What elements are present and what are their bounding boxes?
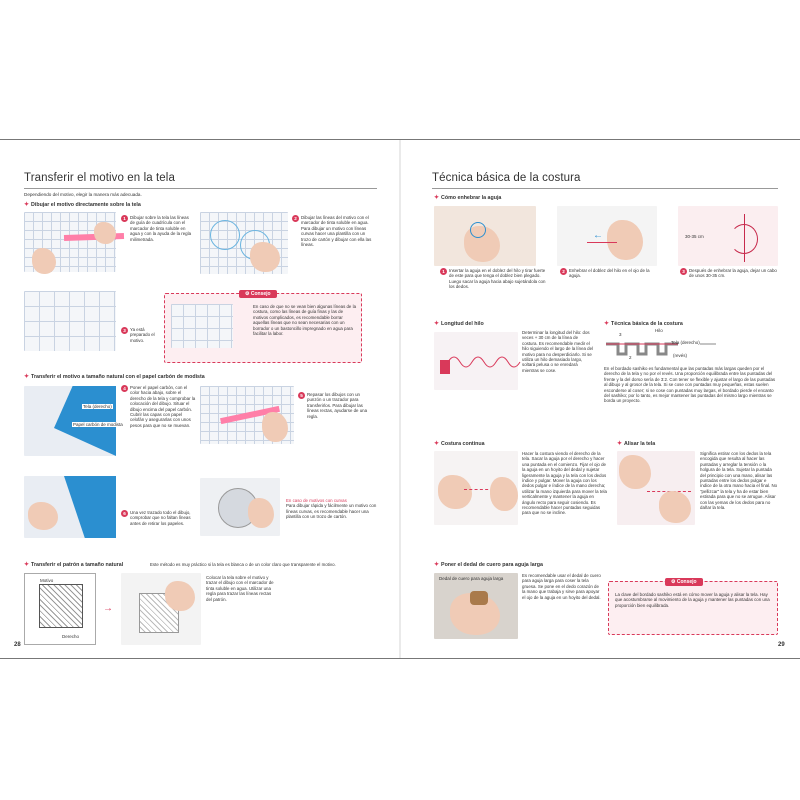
step-number-icon: 3 [121,327,128,334]
right-page-title: Técnica básica de la costura [432,172,581,184]
step-5-text: Repasar los dibujos con un punzón o un trazador para transferirlos. Para dibujar las líneas rectas, ayudarse de una regla. [307,392,368,419]
step-2-text: Dibujar las líneas del motivo con el marcador de tinta soluble en agua. Para dibujar un motivo con líneas curvas hacer una plantilla con un trozo de cartón y dibujar con ella las líneas. [301,215,372,248]
threading-step-1: Insertar la aguja en el doblez del hilo y tirar fuerte de este para que tenga el doblez bien plegado. Luego sacar la aguja hacia abajo sujetándola con los dedos. [449,268,546,290]
label-tela-derecho: Tela (derecho) [671,340,700,345]
threading-step-2: Enhebrar el doblez del hilo en el ojo de la aguja. [569,268,650,279]
circle-motif [210,220,240,250]
tip-text: En caso de que no se vean bien algunas líneas de la costura, como las líneas de guía finas y las de motivos complicados, es recomendable borrar aquellas líneas que no sean necesarias con un borrador o un bastoncillo impregnado en agua para facilitar la labor. [253,304,357,337]
carbon-paper-photo [24,386,123,456]
step-7-text: Colocar la tela sobre el motivo y trazar el dibujo con el marcador de tinta soluble en agua. Utilizar una regla para trazar las líneas rectas del patrón. [206,575,274,602]
page-gutter [399,140,401,658]
section-heading: ✦ Cómo enhebrar la aguja [434,195,502,201]
thread-length-photo [434,332,518,390]
threading-photo-3 [678,206,778,266]
thread [587,242,617,243]
section-heading: ✦ Longitud del hilo [434,321,484,327]
diamond-icon: ✦ [24,562,30,568]
hand [619,455,651,489]
technique-text: En el bordado sashiko es fundamental que las puntadas más largas queden por el derecho de la tela y no por el revés. Una proporción equilibrada entre las puntadas del frente y la del dorso sería de 3:2. Con tener se flexible y ajustar el largo de las puntadas al dibujo y al grosor de la tela. Si se cose con puntadas muy pequeñas, estas suelen esconderse al coser; si se cose con puntadas muy largas, el bordado pierde el encanto del sashiko; por lo tanto, es mejor mantener las puntadas del mismo largo mientras se borda un proyecto. [604,366,776,404]
left-page-title: Transferir el motivo en la tela [24,172,175,184]
grid-drawing-photo [24,212,116,272]
label-2: 2 [629,355,632,360]
section-heading: ✦ Poner el dedal de cuero para aguja larga [434,562,543,568]
step-number-icon: 2 [560,268,567,275]
finished-motif-photo [24,291,116,351]
step-number-icon: 1 [121,215,128,222]
arrow-right-icon: → [103,603,113,614]
tip-tag: ⚙ Consejo [239,290,277,298]
divider [24,188,377,189]
tip-text: La clave del bordado sashiko está en cómo mover la aguja y alisar la tela. Hay que acostumbrarse al movimiento de la aguja y mantener las puntadas con una proporción bien equilibrada. [615,592,770,608]
intro-text: Dependiendo del motivo, elegir la manera más adecuada. [24,192,142,197]
leather-thimble [470,591,488,605]
label-hilo: Hilo [655,328,663,333]
step-number-icon: 1 [440,268,447,275]
tip-tag: ⚙ Consejo [665,578,703,586]
step-number-icon: 3 [680,268,687,275]
eraser-photo [171,304,233,348]
wavy-thread [448,352,516,372]
hand [94,222,116,244]
diamond-icon: ✦ [24,202,30,208]
pattern-motif [39,584,83,628]
label-carbon: Papel carbón de modista [73,422,123,427]
threading-photo-2 [557,206,657,266]
hand [28,502,58,530]
step-4-text: Poner el papel carbón, con el color hacia abajo, sobre el derecho de la tela y comprobar la colocación del dibujo. Situar el dibujo encima del papel carbón. Cubrir las capas con papel celofán y asegurarlas con unos pesos para que no se muevan. [130,385,196,428]
section-heading: ✦ Técnica básica de la costura [604,321,683,327]
diamond-icon: ✦ [434,562,440,568]
step-number-icon: 4 [121,385,128,392]
continuous-stitch-photo [434,451,518,525]
section-heading: ✦ Transferir el motivo a tamaño natural con el papel carbón de modista [24,374,205,380]
step-3-text: Ya está preparado el motivo. [130,327,155,343]
carbon-paper [64,476,116,538]
hand [250,242,280,272]
label-dedal: Dedal de cuero para aguja larga [439,576,504,581]
thread-loop [470,222,486,238]
carbon-paper [54,386,116,456]
pattern-diagram [24,573,96,645]
hand [248,498,274,528]
diamond-icon: ✦ [617,441,623,447]
step-1-text: Dibujar sobre la tela las líneas de guía de cuadrícula con el marcador de tinta soluble en agua y con la ayuda de la regla milimetrada. [130,215,192,242]
hand [32,248,56,274]
thread-curve [730,224,758,254]
hand [165,581,195,611]
section-heading: ✦ Alisar la tela [617,441,656,447]
step-6-text: Una vez trazado todo el dibujo, comprobar que no faltan líneas antes de retirar los papeles. [130,510,191,526]
smooth-fabric-text: Significa estirar con los dedos la tela encogida que resulta al hacer las puntadas y arreglar la tensión o la holgura de la tela. Sujetar la puntada del principio con una mano, alisar las puntadas entre los dedos pulgar e índice de la otra mano hacia el final. No "pellizcar" la tela y ha de estar bien estirada para que no se arrugue. Alisar con las yemas de los dedos para no dañar la tela. [700,451,778,511]
tip-box [608,581,778,635]
hand [438,475,472,509]
label-motivo: Motivo [40,578,54,583]
divider [432,188,778,189]
page-number: 29 [778,642,785,648]
curves-text: Para dibujar rápida y fácilmente un motivo con líneas curvas, es recomendable hacer una plantilla con un trozo de cartón. [286,503,377,520]
smooth-fabric-photo [617,451,695,525]
curves-title: En caso de motivos con curvas [286,498,347,503]
hand [262,412,288,442]
label-tela: Tela (derecho) [83,404,112,409]
remove-paper-photo [24,476,116,538]
section-heading: ✦ Transferir el patrón a tamaño natural [24,562,124,568]
thread-length-text: Determinar la longitud del hilo: dos veces + 30 cm de la línea de costura. Es recomendable medir el hilo siguiendo el largo de la línea del motivo para no desperdiciarlo. Si se utiliza un hilo demasiado largo, soltará pelusa o se enredará mientras se cose. [522,330,594,373]
motif-drawing-photo [200,212,288,274]
section-intro: Este método es muy práctico si la tela es blanca o de un color claro que transparente el motivo. [150,562,336,567]
thimble-photo [434,573,518,639]
diamond-icon: ✦ [434,195,440,201]
label-3: 3 [619,332,622,337]
section-heading: ✦ Dibujar el motivo directamente sobre la tela [24,202,141,208]
section-heading: ✦ Costura continua [434,441,485,447]
step-number-icon: 2 [292,215,299,222]
hand [490,477,518,511]
diamond-icon: ✦ [604,321,610,327]
hand [607,220,643,260]
threading-step-3: Después de enhebrar la aguja, dejar un cabo de unos 30-35 cm. [689,268,777,279]
hand [659,491,691,523]
step-number-icon: 6 [121,510,128,517]
threading-photo-1 [434,206,536,266]
tracing-photo [200,386,294,444]
label-reves: (revés) [673,353,688,358]
tracing-pattern-photo [121,573,201,645]
diamond-icon: ✦ [434,441,440,447]
thimble-text: Es recomendable usar el dedal de cuero para aguja larga para coser la tela gruesa. Se pone en el dedo corazón de la mano que trabaja y sirve para apoyar el ojo de la aguja en un hoyito del dedal. [522,573,601,600]
diamond-icon: ✦ [434,321,440,327]
curves-photo [200,478,280,536]
label-derecho: Derecho [62,634,80,639]
arrow-left-icon: ← [593,230,603,241]
tip-box [164,293,362,363]
diamond-icon: ✦ [24,374,30,380]
page-number: 28 [14,642,21,648]
step-number-icon: 5 [298,392,305,399]
continuous-stitch-text: Hacer la costura viendo el derecho de la tela. Sacar la aguja por el derecho y hacer una puntada en el comienzo. Fijar el ojo de la aguja en un hoyito del dedal y sujetar ligeramente la aguja y la tela con los dedos índice y pulgar. Mover la aguja con los dedos pulgar e índice de la mano derecha; utilizar la mano izquierda para mover la tela verticalmente y mantener la aguja en ángulo recto para seguir cosiendo. Es recomendable hacer puntadas seguidas para que no se incline. [522,451,607,516]
book-spread [0,139,800,659]
label-cm: 30-35 cm [685,234,704,239]
